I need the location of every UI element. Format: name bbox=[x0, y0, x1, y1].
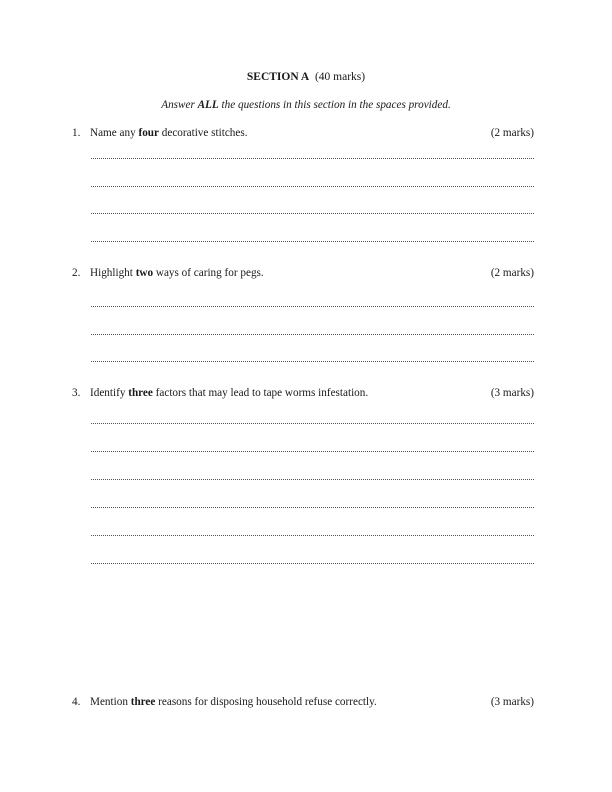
answer-line[interactable] bbox=[91, 213, 534, 214]
answer-line[interactable] bbox=[91, 423, 534, 424]
answer-line[interactable] bbox=[91, 334, 534, 335]
question-text: Identify three factors that may lead to tape worms infestation. bbox=[90, 387, 369, 399]
question-1 bbox=[72, 127, 534, 141]
answer-line[interactable] bbox=[91, 451, 534, 452]
answer-line[interactable] bbox=[91, 306, 534, 307]
question-marks: (2 marks) bbox=[490, 267, 534, 279]
question-2 bbox=[72, 267, 534, 281]
answer-line[interactable] bbox=[91, 186, 534, 187]
section-title bbox=[0, 71, 612, 83]
question-number: 3. bbox=[72, 387, 81, 399]
section-title-label: SECTION A bbox=[246, 71, 310, 83]
answer-line[interactable] bbox=[91, 563, 534, 564]
instruction-text-pre: Answer bbox=[161, 99, 198, 111]
section-total-marks: (40 marks) bbox=[314, 71, 366, 83]
question-text: Highlight two ways of caring for pegs. bbox=[90, 267, 264, 279]
question-number: 2. bbox=[72, 267, 81, 279]
question-number: 4. bbox=[72, 696, 81, 708]
answer-line[interactable] bbox=[91, 535, 534, 536]
question-3 bbox=[72, 387, 534, 401]
question-4 bbox=[72, 696, 534, 710]
answer-line[interactable] bbox=[91, 158, 534, 159]
section-instruction bbox=[0, 99, 612, 111]
question-marks: (3 marks) bbox=[490, 696, 534, 708]
answer-line[interactable] bbox=[91, 361, 534, 362]
question-marks: (2 marks) bbox=[490, 127, 534, 139]
instruction-text-bold: ALL bbox=[197, 99, 219, 111]
question-marks: (3 marks) bbox=[490, 387, 534, 399]
question-text: Name any four decorative stitches. bbox=[90, 127, 248, 139]
answer-line[interactable] bbox=[91, 241, 534, 242]
question-text: Mention three reasons for disposing household refuse correctly. bbox=[90, 696, 377, 708]
instruction-text-post: the questions in this section in the spaces provided. bbox=[218, 99, 451, 111]
question-number: 1. bbox=[72, 127, 81, 139]
answer-line[interactable] bbox=[91, 479, 534, 480]
answer-line[interactable] bbox=[91, 507, 534, 508]
